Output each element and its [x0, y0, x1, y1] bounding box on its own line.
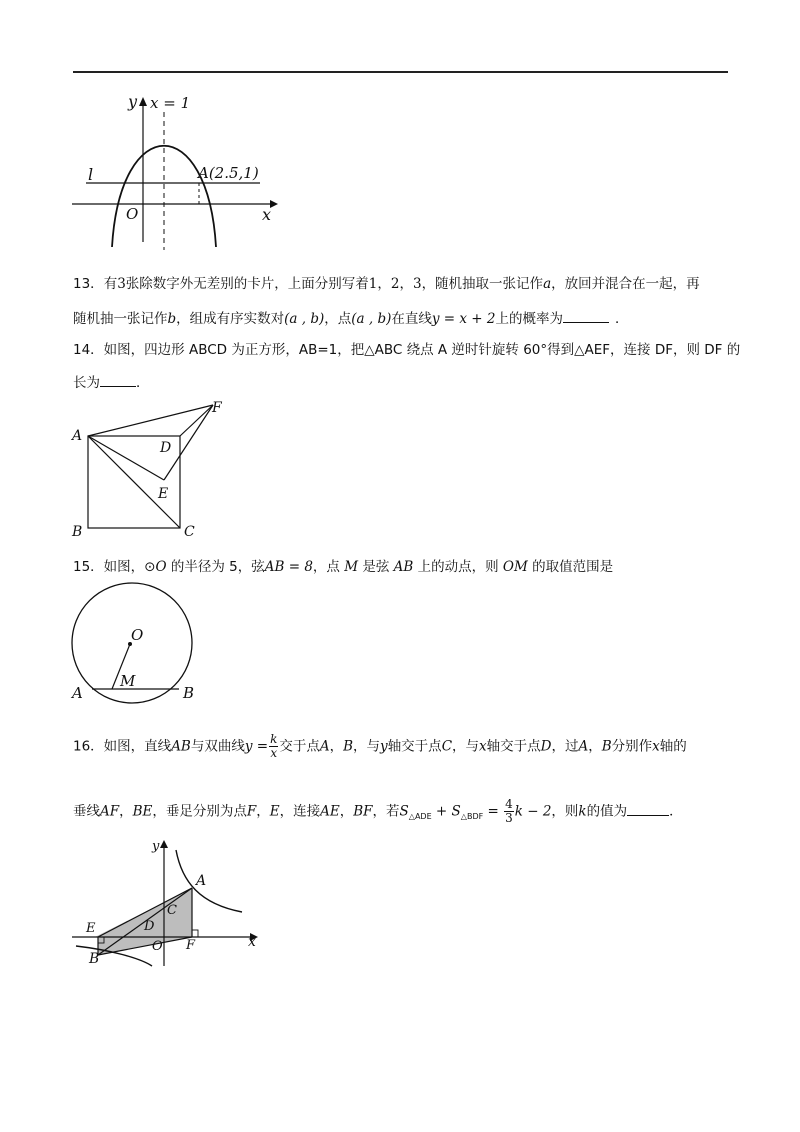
- var-b: b: [167, 311, 177, 327]
- text: 张除数字外无差别的卡片，上面分别写着: [125, 276, 369, 292]
- hyperbola-lhs: y =: [244, 738, 269, 755]
- text: ，: [377, 276, 391, 292]
- parabola-figure: [70, 92, 285, 252]
- text: 15．如图，: [73, 559, 145, 575]
- var-ab: AB: [393, 559, 414, 575]
- number-3: 3: [117, 276, 126, 292]
- label-e: E: [86, 921, 96, 936]
- label-o: O: [152, 939, 163, 954]
- var-b: B: [343, 738, 354, 755]
- point-a-label: A(2.5,1): [198, 164, 259, 182]
- fraction-k-over-x: [269, 733, 278, 760]
- area-symbol: S: [399, 803, 409, 820]
- text: 交于点: [279, 738, 320, 755]
- line-l-label: l: [88, 165, 94, 184]
- label-o: O: [131, 626, 144, 644]
- var-a: a: [543, 276, 552, 292]
- numerator: 4: [505, 797, 513, 811]
- fraction-4-over-3: [504, 798, 514, 825]
- label-a: A: [196, 873, 207, 889]
- symmetry-label: x = 1: [150, 94, 191, 112]
- text: 的取值范围是: [527, 559, 614, 575]
- square-rotation-figure: [68, 398, 238, 544]
- text: 有: [103, 276, 118, 292]
- text: ，: [256, 803, 270, 820]
- label-d: D: [144, 919, 155, 934]
- label-m: M: [120, 672, 136, 690]
- text: ．: [136, 375, 150, 391]
- var-o: O: [155, 559, 167, 575]
- label-c: C: [184, 524, 195, 540]
- text: ，垂足分别为点: [152, 803, 247, 820]
- equals-sign: =: [483, 803, 504, 820]
- text: ，点: [324, 311, 352, 327]
- text: ，随机抽取一张记作: [421, 276, 544, 292]
- label-b: B: [89, 951, 100, 967]
- var-d: D: [540, 738, 552, 755]
- y-axis-label: y: [128, 92, 138, 111]
- var-c: C: [441, 738, 453, 755]
- text: 长为: [73, 375, 100, 391]
- y-axis-arrow-icon: [160, 840, 168, 848]
- var-bf: BF: [353, 803, 373, 820]
- text: 的半径为 5，弦: [166, 559, 265, 575]
- answer-blank[interactable]: [100, 372, 136, 387]
- question-16-line-1: [73, 733, 733, 760]
- label-f: F: [212, 400, 222, 416]
- x-axis-arrow-icon: [270, 200, 278, 208]
- expression-tail: k − 2: [514, 803, 552, 820]
- y-axis-arrow-icon: [139, 97, 147, 106]
- var-m: M: [344, 559, 359, 575]
- text: ．: [669, 803, 683, 820]
- var-af: AF: [100, 803, 120, 820]
- var-ae: AE: [320, 803, 340, 820]
- text: 轴交于点: [387, 738, 442, 755]
- segment-ef: [164, 405, 213, 480]
- question-14-line-1: 14．如图，四边形 ABCD 为正方形，AB=1，把△ABC 绕点 A 逆时针旋转 60°得到△AEF，连接 DF，则 DF 的: [73, 342, 741, 358]
- area-subscript: △BDF: [460, 812, 484, 822]
- text: 是弦: [358, 559, 394, 575]
- label-y: y: [152, 839, 160, 854]
- plus-sign: +: [431, 803, 452, 820]
- label-d: D: [160, 440, 172, 456]
- text: ，则: [551, 803, 579, 820]
- text: 垂线: [73, 803, 100, 820]
- text: 分别作: [611, 738, 653, 755]
- text: 在直线: [391, 311, 432, 327]
- numerator: k: [270, 732, 278, 746]
- text: 轴的: [659, 738, 687, 755]
- question-13-line-1: [73, 274, 733, 294]
- question-13-line-2: [73, 308, 733, 329]
- text: 16．如图，直线: [73, 738, 172, 755]
- number-1: 1: [368, 276, 378, 292]
- text: ，: [399, 276, 413, 292]
- text: 的值为: [586, 803, 628, 820]
- var-b: B: [601, 738, 612, 755]
- var-ab: AB: [171, 738, 191, 755]
- ordered-pair: (a , b): [351, 311, 392, 327]
- text: ．: [615, 311, 629, 327]
- var-a: A: [319, 738, 330, 755]
- label-e: E: [158, 486, 169, 502]
- text: ，放回并混合在一起，再: [551, 276, 700, 292]
- text: 上的动点，则: [413, 559, 503, 575]
- circle-symbol: ⊙: [144, 559, 156, 575]
- area-symbol: S: [451, 803, 461, 820]
- text: ，: [119, 803, 133, 820]
- var-be: BE: [132, 803, 153, 820]
- right-angle-f-icon: [192, 930, 198, 937]
- label-a: A: [72, 684, 83, 702]
- text: ，与: [452, 738, 480, 755]
- question-16-line-2: [73, 798, 733, 830]
- var-om: OM: [502, 559, 528, 575]
- question-15-line-1: [73, 557, 733, 577]
- denominator: x: [270, 746, 278, 760]
- segment-af: [88, 405, 213, 436]
- circle-chord-figure: [68, 582, 218, 707]
- label-a: A: [72, 428, 83, 444]
- chord-equation: AB = 8: [264, 559, 313, 575]
- text: 轴交于点: [486, 738, 541, 755]
- var-k: k: [578, 803, 587, 820]
- area-subscript: △ADE: [408, 812, 432, 822]
- text: ，: [339, 803, 354, 820]
- text: ，若: [372, 803, 400, 820]
- x-axis-label: x: [262, 205, 272, 224]
- answer-blank[interactable]: [563, 308, 609, 323]
- hyperbola-figure: [70, 838, 270, 968]
- label-b: B: [183, 684, 195, 702]
- number-3: 3: [412, 276, 422, 292]
- var-a: A: [578, 738, 589, 755]
- text: ，连接: [279, 803, 321, 820]
- origin-label: O: [126, 205, 139, 223]
- question-number: 13．: [73, 276, 104, 292]
- text: ，组成有序实数对: [176, 311, 285, 327]
- text: 与双曲线: [190, 738, 245, 755]
- label-c: C: [167, 903, 177, 918]
- var-e: E: [269, 803, 280, 820]
- header-rule: [73, 71, 728, 73]
- answer-blank[interactable]: [627, 801, 669, 816]
- var-f: F: [246, 803, 257, 820]
- label-f: F: [186, 938, 196, 953]
- text: ，过: [551, 738, 579, 755]
- var-y: y: [380, 738, 388, 755]
- ordered-pair: (a , b): [284, 311, 325, 327]
- label-b: B: [72, 524, 83, 540]
- line-equation: y = x + 2: [431, 311, 496, 327]
- text: ，: [329, 738, 344, 755]
- text: 随机抽一张记作: [73, 311, 168, 327]
- var-x: x: [652, 738, 660, 755]
- text: ，与: [353, 738, 381, 755]
- question-14-line-2: [73, 372, 733, 393]
- text: 上的概率为: [495, 311, 563, 327]
- denominator: 3: [505, 811, 513, 825]
- var-x: x: [479, 738, 487, 755]
- text: ，点: [312, 559, 345, 575]
- label-x: x: [248, 934, 256, 950]
- text: ，: [588, 738, 602, 755]
- number-2: 2: [390, 276, 400, 292]
